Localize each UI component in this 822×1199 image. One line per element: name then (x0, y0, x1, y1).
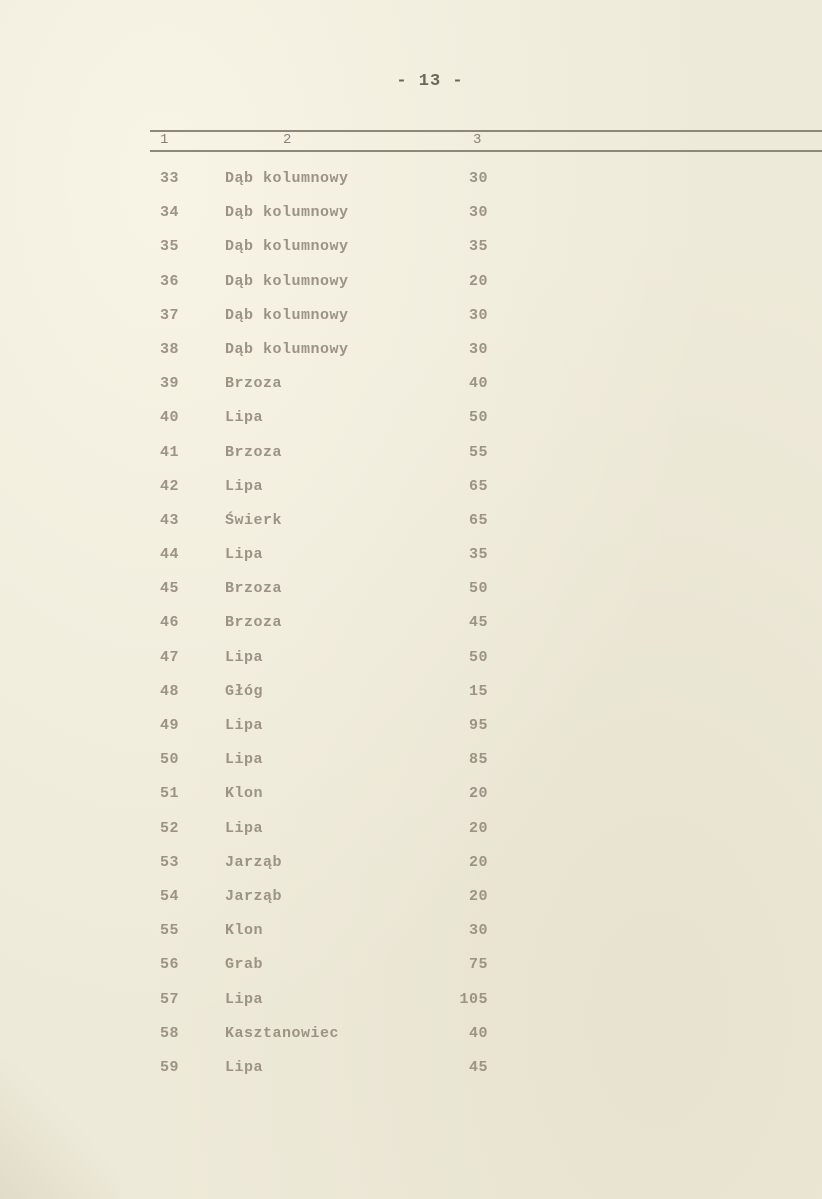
tree-species: Lipa (225, 409, 264, 427)
row-number: 37 (160, 306, 180, 324)
tree-value: 85 (468, 751, 488, 769)
table-row (0, 641, 822, 675)
tree-species: Jarząb (225, 853, 283, 871)
table-row (0, 299, 822, 333)
tree-species: Dąb kolumnowy (225, 340, 349, 358)
row-number: 51 (160, 785, 180, 803)
row-number: 55 (160, 922, 180, 940)
tree-value: 30 (468, 204, 488, 222)
tree-value: 30 (468, 922, 488, 940)
row-number: 50 (160, 751, 180, 769)
tree-value: 40 (468, 375, 488, 393)
page-number: - 13 - (396, 72, 464, 91)
tree-species: Kasztanowiec (225, 1024, 340, 1042)
tree-value: 20 (468, 785, 488, 803)
tree-value: 15 (468, 682, 488, 700)
row-number: 41 (160, 443, 180, 461)
row-number: 44 (160, 546, 180, 564)
row-number: 46 (160, 614, 180, 632)
row-number: 48 (160, 682, 180, 700)
tree-species: Dąb kolumnowy (225, 272, 349, 290)
table-row (0, 777, 822, 811)
tree-species: Lipa (225, 1058, 264, 1076)
tree-species: Lipa (225, 648, 264, 666)
tree-species: Dąb kolumnowy (225, 238, 349, 256)
row-number: 52 (160, 819, 180, 837)
table-row (0, 846, 822, 880)
tree-value: 40 (468, 1024, 488, 1042)
tree-value: 75 (468, 956, 488, 974)
table-row (0, 470, 822, 504)
tree-value: 50 (468, 409, 488, 427)
table-row (0, 709, 822, 743)
tree-species: Brzoza (225, 614, 283, 632)
tree-value: 20 (468, 272, 488, 290)
tree-value: 55 (468, 443, 488, 461)
row-number: 54 (160, 887, 180, 905)
table-row (0, 1017, 822, 1051)
table-top-rule (150, 130, 822, 132)
tree-value: 20 (468, 819, 488, 837)
table-row (0, 914, 822, 948)
tree-species: Klon (225, 785, 264, 803)
tree-value: 35 (468, 546, 488, 564)
row-number: 57 (160, 990, 180, 1008)
tree-value: 50 (468, 648, 488, 666)
row-number: 42 (160, 477, 180, 495)
tree-value: 65 (468, 511, 488, 529)
row-number: 43 (160, 511, 180, 529)
tree-species: Lipa (225, 990, 264, 1008)
tree-table (0, 162, 822, 1085)
tree-value: 30 (468, 340, 488, 358)
table-row (0, 675, 822, 709)
table-row (0, 743, 822, 777)
row-number: 38 (160, 340, 180, 358)
table-row (0, 504, 822, 538)
table-row (0, 265, 822, 299)
tree-species: Lipa (225, 717, 264, 734)
row-number: 49 (160, 717, 180, 734)
row-number: 53 (160, 853, 180, 871)
tree-species: Brzoza (225, 580, 283, 598)
tree-value: 45 (468, 1058, 488, 1076)
row-number: 56 (160, 956, 180, 974)
tree-value: 50 (468, 580, 488, 598)
tree-value: 30 (468, 170, 488, 187)
row-number: 35 (160, 238, 180, 256)
row-number: 47 (160, 648, 180, 666)
table-row (0, 538, 822, 572)
tree-value: 105 (459, 990, 488, 1008)
table-row (0, 948, 822, 982)
tree-value: 35 (468, 238, 488, 256)
table-row (0, 812, 822, 846)
table-row (0, 401, 822, 435)
table-row (0, 983, 822, 1017)
tree-value: 20 (468, 853, 488, 871)
tree-value: 20 (468, 887, 488, 905)
column-header-2: 2 (283, 132, 292, 148)
table-row (0, 606, 822, 640)
table-row (0, 196, 822, 230)
tree-species: Lipa (225, 477, 264, 495)
table-row (0, 1051, 822, 1085)
column-header-1: 1 (160, 132, 169, 148)
tree-species: Lipa (225, 819, 264, 837)
tree-species: Lipa (225, 546, 264, 564)
row-number: 45 (160, 580, 180, 598)
table-row (0, 436, 822, 470)
row-number: 33 (160, 170, 180, 187)
tree-species: Brzoza (225, 443, 283, 461)
tree-species: Jarząb (225, 887, 283, 905)
table-row (0, 880, 822, 914)
row-number: 59 (160, 1058, 180, 1076)
table-row (0, 572, 822, 606)
table-row (0, 230, 822, 264)
table-header-rule (150, 150, 822, 152)
tree-value: 30 (468, 306, 488, 324)
tree-value: 45 (468, 614, 488, 632)
row-number: 40 (160, 409, 180, 427)
tree-species: Lipa (225, 751, 264, 769)
tree-value: 95 (468, 717, 488, 734)
tree-species: Klon (225, 922, 264, 940)
tree-species: Dąb kolumnowy (225, 306, 349, 324)
table-row (0, 162, 822, 196)
row-number: 36 (160, 272, 180, 290)
table-row (0, 367, 822, 401)
column-header-3: 3 (473, 132, 482, 148)
tree-species: Głóg (225, 682, 264, 700)
tree-species: Dąb kolumnowy (225, 204, 349, 222)
tree-species: Grab (225, 956, 264, 974)
row-number: 39 (160, 375, 180, 393)
tree-species: Świerk (225, 511, 283, 529)
table-row (0, 333, 822, 367)
tree-species: Dąb kolumnowy (225, 170, 349, 187)
row-number: 34 (160, 204, 180, 222)
tree-species: Brzoza (225, 375, 283, 393)
tree-value: 65 (468, 477, 488, 495)
row-number: 58 (160, 1024, 180, 1042)
